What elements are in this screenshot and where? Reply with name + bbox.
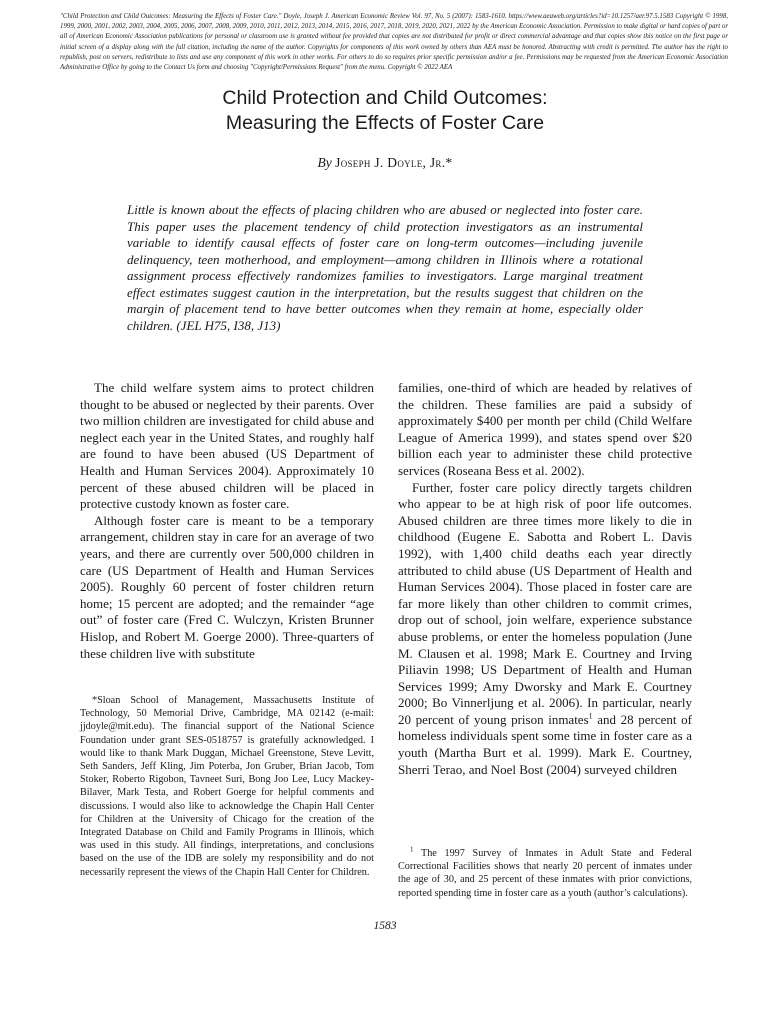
left-column (80, 380, 374, 662)
abstract: Little is known about the effects of placing children who are abused or neglected into foster care. This paper uses the placement tendency of child protection investigators as an instrumental variable to identify causal effects of foster care on long-term outcomes—including juvenile delinquency, teen motherhood, and employment—among children in Illinois where a rotational assignment process effectively randomizes families to investigators. Large marginal treatment effect estimates suggest caution in the interpretation, but the results suggest that children on the margin of placement tend to have better outcomes when they remain at home, especially older children. (JEL H75, I38, J13) (127, 202, 643, 333)
paper-title (0, 86, 770, 136)
paper-title-line-2: Measuring the Effects of Foster Care (225, 112, 545, 134)
paper-title-line-1: Child Protection and Child Outcomes: (222, 87, 548, 109)
copyright-notice: "Child Protection and Child Outcomes: Measuring the Effects of Foster Care." Doyle, Joseph J. American Economic Review Vol. 97, No. 5 (2007): 1583-1610. https://www.aeaweb.org/articles?id=10.1257/aer.97.5.1583 Copyright © 1998, 1999, 2000, 2001, 2002, 2003, 2004, 2005, 2006, 2007, 2008, 2009, 2010, 2011, 2012, 2013, 2014, 2015, 2016, 2017, 2018, 2019, 2020, 2021, 2022 by the American Economic Association. Permission to make digital or hard copies of part or all of American Economic Association publications for personal or classroom use is granted without fee provided that copies are not distributed for profit or direct commercial advantage and that copies show this notice on the first page or initial screen of a display along with the full citation, including the name of the author. Copyrights for components of this work owned by others than AEA must be honored. Abstracting with credit is permitted. The author has the right to republish, post on servers, redistribute to lists and use any component of this work in other works. For others to do so requires prior specific permission and/or a fee. Permissions may be requested from the American Economic Association Administrative Office by going to the Contact Us form and choosing "Copyright/Permissions Request" from the menu. Copyright © 2022 AEA (60, 13, 728, 72)
right-column (398, 380, 692, 778)
body-paragraph: families, one-third of which are headed by relatives of the children. These families are paid a subsidy of approximately $400 per month per child (Child Welfare League of America 1999), and states spend over $20 billion each year to administer these child protective services (Roseana Bess et al. 2002). (398, 380, 692, 478)
footnote-ref: 1 (588, 711, 593, 721)
author-footnote: *Sloan School of Management, Massachusetts Institute of Technology, 50 Memorial Drive, Cambridge, MA 02142 (e-mail: jjdoyle@mit.edu). The financial support of the National Science Foundation under grant SES-0518757 is gratefully acknowledged. I would like to thank Mark Duggan, Michael Greenstone, Steve Levitt, Seth Sanders, Jeff Kling, Jim Poterba, Jon Gruber, Brian Jacob, Tom Stoker, Roberto Rigobon, Tavneet Suri, Bong Joo Lee, Lucy Mackey-Bilaver, Mark Testa, and Robert Goerge for helpful comments and discussions. I would also like to acknowledge the Chapin Hall Center for Children at the University of Chicago for the creation of the Integrated Database on Child and Family Programs in Illinois, which was used in this study. All findings, interpretations, and conclusions based on the use of the IDB are solely my responsibility and do not necessarily represent the views of the Chapin Hall Center for Children. (80, 695, 374, 878)
author-byline (0, 155, 770, 171)
footnote-marker: 1 (410, 845, 414, 854)
footnote-1 (398, 847, 692, 900)
body-text: Further, foster care policy directly targets children who appear to be at high risk of poor life outcomes. Abused children are three times more likely to die in childhood (Eugene E. Sabotta and Robert L. Davis 1992), with 1,400 child deaths each year directly attributed to child abuse (US Department of Health and Human Services 2004). Those placed in foster care are far more likely than other children to commit crimes, drop out of school, join welfare, experience substance abuse problems, or enter the homeless population (June M. Clausen et al. 1998; Mark E. Courtney and Irving Piliavin 1998; US Department of Health and Human Services 1999; Amy Dworsky and Mark E. Courtney 2000; Bo Vinnerljung et al. 2006). In particular, nearly 20 percent of young prison inmates (398, 479, 692, 727)
footnote-text: The 1997 Survey of Inmates in Adult State and Federal Correctional Facilities shows that nearly 20 percent of inmates under the age of 30, and 25 percent of these inmates with prior convictions, reported spending time in foster care as a youth (author’s calculations). (398, 848, 692, 899)
body-paragraph: The child welfare system aims to protect children thought to be abused or neglected by their parents. Over two million children are investigated for child abuse and neglect each year in the United States, and roughly half are found to have been abused (US Department of Health and Human Services 2004). Approximately 10 percent of these abused children will be placed in protective custody known as foster care. (80, 380, 374, 512)
body-paragraph (398, 480, 692, 779)
body-paragraph: Although foster care is meant to be a temporary arrangement, children stay in care for an average of two years, and there are currently over 500,000 children in care (US Department of Health and Human Services 2005). Roughly 60 percent of foster children return home; 15 percent are adopted; and the remainder “age out” of foster care (Fred C. Wulczyn, Kristen Brunner Hislop, and Robert M. Goerge 2000). Three-quarters of these children live with substitute (80, 512, 374, 661)
page-number: 1583 (373, 920, 397, 932)
author-by: By (317, 155, 332, 170)
author-name: Joseph J. Doyle, Jr.* (335, 155, 453, 170)
body-text: and 28 percent of homeless individuals spent some time in foster care as a youth (Martha Burt et al. 1999). Mark E. Courtney, Sherri Terao, and Noel Bost (2004) surveyed children (398, 711, 692, 777)
